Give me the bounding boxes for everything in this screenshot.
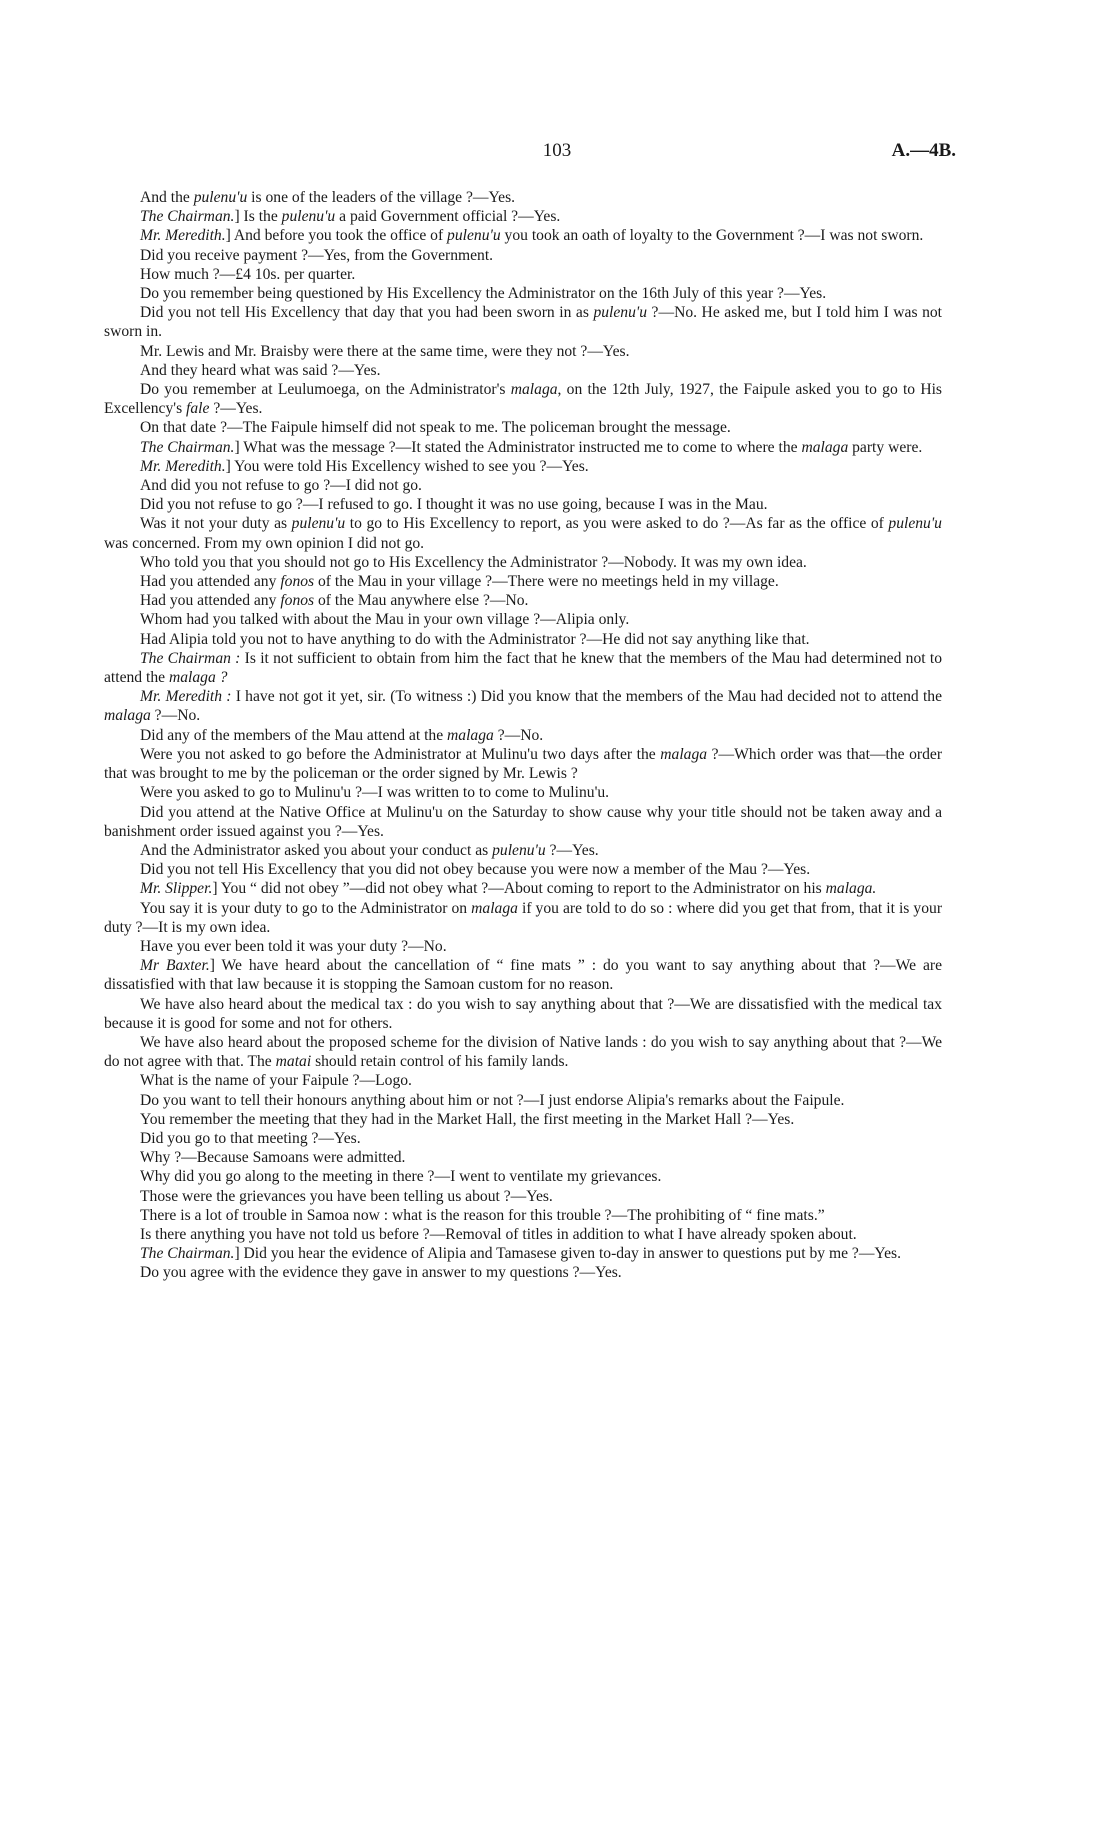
italic-text: pulenu'u — [888, 515, 942, 533]
testimony-paragraph — [104, 1225, 942, 1244]
italic-text: fonos — [280, 592, 315, 610]
testimony-paragraph — [104, 783, 942, 802]
text-run: ] What was the message ?—It stated the Administrator instructed me to come to where the — [234, 438, 802, 456]
testimony-paragraph — [104, 1071, 942, 1090]
text-run: Is it not sufficient to obtain from him the fact that he knew that the members of the Mau had determined not to attend the — [104, 649, 942, 687]
testimony-paragraph — [104, 246, 942, 265]
text-run: You say it is your duty to go to the Administrator on — [140, 899, 472, 917]
italic-text: pulenu'u — [281, 208, 336, 226]
text-run: ?—Which order was that—the order that was brought to me by the policeman or the order signed by Mr. Lewis ? — [104, 745, 943, 783]
testimony-paragraph — [104, 1091, 942, 1110]
testimony-paragraph — [104, 361, 942, 380]
italic-text: malaga ? — [168, 669, 228, 687]
text-run: What is the name of your Faipule ?—Logo. — [140, 1072, 412, 1090]
text-run: , on the 12th July, 1927, the Faipule asked you to go to His Excellency's — [104, 381, 942, 418]
testimony-paragraph — [104, 342, 942, 361]
text-run: Did you attend at the Native Office at Mulinu'u on the Saturday to show cause why your title should not be taken away and a banishment order issued against you ?—Yes. — [104, 803, 942, 840]
text-run: Were you asked to go to Mulinu'u ?—I was written to to come to Mulinu'u. — [140, 784, 610, 802]
text-run: Do you agree with the evidence they gave in answer to my questions ?—Yes. — [140, 1264, 622, 1282]
text-run: a paid Government official ?—Yes. — [335, 208, 561, 226]
text-run: was concerned. From my own opinion I did not go. — [104, 534, 425, 552]
document-reference: A.—4B. — [891, 140, 956, 161]
italic-text: Mr. Meredith : — [140, 688, 232, 706]
testimony-paragraph — [104, 1148, 942, 1167]
testimony-paragraph — [104, 899, 942, 937]
text-run: And did you not refuse to go ?—I did not go. — [140, 477, 422, 495]
testimony-paragraph — [104, 457, 942, 476]
text-run: ] Is the — [234, 208, 282, 226]
testimony-paragraph — [104, 418, 942, 437]
italic-text: fale — [186, 400, 210, 418]
testimony-paragraph — [104, 514, 942, 552]
text-run: Do you remember at Leulumoega, on the Administrator's — [140, 381, 511, 399]
text-run: I have not got it yet, sir. (To witness :) Did you know that the members of the Mau had decided not to attend the — [231, 688, 942, 706]
testimony-paragraph — [104, 380, 942, 418]
testimony-paragraph — [104, 495, 942, 514]
text-run: ] We have heard about the cancellation of “ fine mats ” : do you want to say anything about that ?—We are dissatisfied with that law because it is stopping the Samoan custom for no reason. — [104, 957, 942, 994]
text-run: Had Alipia told you not to have anything to do with the Administrator ?—He did not say anything like that. — [140, 630, 810, 648]
text-run: Do you want to tell their honours anything about him or not ?—I just endorse Alipia's remarks about the Faipule. — [140, 1091, 845, 1109]
testimony-paragraph — [104, 188, 942, 207]
testimony-paragraph — [104, 1206, 942, 1225]
text-run: Those were the grievances you have been telling us about ?—Yes. — [140, 1187, 553, 1205]
testimony-paragraph — [104, 803, 942, 841]
text-run: ?—No. — [150, 707, 201, 725]
text-run: On that date ?—The Faipule himself did not speak to me. The policeman brought the message. — [140, 419, 731, 437]
text-run: How much ?—£4 10s. per quarter. — [140, 265, 356, 283]
text-run: if you are told to do so : where did you get that from, that it is your duty ?—It is my own idea. — [104, 899, 943, 936]
italic-text: malaga — [660, 745, 708, 763]
testimony-paragraph — [104, 687, 942, 725]
testimony-paragraph — [104, 937, 942, 956]
text-run: Did you receive payment ?—Yes, from the Government. — [140, 246, 494, 264]
testimony-paragraph — [104, 303, 942, 341]
text-run: We have also heard about the proposed scheme for the division of Native lands : do you wish to say anything about that ?—We do not agree with that. The — [104, 1033, 942, 1071]
text-run: You remember the meeting that they had in the Market Hall, the first meeting in the Market Hall ?—Yes. — [140, 1110, 795, 1128]
testimony-paragraph — [104, 841, 942, 860]
italic-text: pulenu'u — [492, 841, 546, 859]
testimony-paragraph — [104, 207, 942, 226]
italic-text: fonos — [280, 573, 315, 591]
testimony-paragraph — [104, 226, 942, 245]
text-run: of the Mau anywhere else ?—No. — [314, 592, 529, 610]
testimony-paragraph — [104, 726, 942, 745]
testimony-paragraph — [104, 630, 942, 649]
italic-text: malaga — [801, 438, 849, 456]
text-run: ] You were told His Excellency wished to see you ?—Yes. — [225, 457, 589, 475]
text-run: There is a lot of trouble in Samoa now : what is the reason for this trouble ?—The prohibiting of “ fine mats.” — [140, 1206, 825, 1224]
testimony-paragraph — [104, 1110, 942, 1129]
italic-text: malaga. — [825, 880, 877, 898]
italic-text: matai — [275, 1053, 312, 1071]
text-run: And the Administrator asked you about your conduct as — [140, 841, 493, 859]
text-run: of the Mau in your village ?—There were no meetings held in my village. — [314, 573, 779, 591]
text-run: you took an oath of loyalty to the Government ?—I was not sworn. — [500, 227, 924, 245]
italic-text: Mr Baxter. — [140, 957, 210, 975]
italic-text: pulenu'u — [193, 189, 248, 206]
text-run: Did you not refuse to go ?—I refused to go. I thought it was no use going, because I was in the Mau. — [140, 496, 768, 514]
testimony-paragraph — [104, 572, 942, 591]
text-run: Do you remember being questioned by His Excellency the Administrator on the 16th July of this year ?—Yes. — [140, 285, 827, 303]
text-run: Did you go to that meeting ?—Yes. — [140, 1129, 361, 1147]
text-run: Did you not tell His Excellency that you did not obey because you were now a member of the Mau ?—Yes. — [140, 861, 811, 879]
text-run: Have you ever been told it was your duty ?—No. — [140, 937, 447, 955]
text-run: party were. — [848, 438, 923, 456]
testimony-paragraph — [104, 591, 942, 610]
italic-text: The Chairman. — [140, 1245, 235, 1263]
text-run: Mr. Lewis and Mr. Braisby were there at the same time, were they not ?—Yes. — [140, 342, 630, 360]
page-number: 103 — [542, 140, 572, 161]
text-run: Why ?—Because Samoans were admitted. — [140, 1149, 406, 1167]
testimony-paragraph — [104, 438, 942, 457]
text-run: should retain control of his family lands. — [311, 1053, 569, 1071]
italic-text: pulenu'u — [447, 227, 501, 245]
testimony-paragraph — [104, 879, 942, 898]
italic-text: pulenu'u — [291, 515, 346, 533]
text-run: And the — [140, 189, 194, 206]
italic-text: The Chairman. — [140, 438, 235, 456]
text-run: ?—No. He asked me, but I told him I was not sworn in. — [104, 304, 943, 341]
text-run: ] You “ did not obey ”—did not obey what ?—About coming to report to the Administrator on his — [212, 880, 826, 898]
text-run: Whom had you talked with about the Mau in your own village ?—Alipia only. — [140, 611, 630, 629]
text-run: And they heard what was said ?—Yes. — [140, 361, 381, 379]
italic-text: malaga — [471, 899, 518, 917]
testimony-paragraph — [104, 284, 942, 303]
testimony-paragraph — [104, 1167, 942, 1186]
italic-text: pulenu'u — [593, 304, 648, 322]
testimony-paragraph — [104, 649, 942, 687]
text-run: is one of the leaders of the village ?—Yes. — [247, 189, 516, 206]
text-run: ] Did you hear the evidence of Alipia and Tamasese given to-day in answer to questions put by me ?—Yes. — [234, 1245, 902, 1263]
testimony-paragraph — [104, 995, 942, 1033]
testimony-paragraph — [104, 1033, 942, 1071]
text-run: Did you not tell His Excellency that day that you had been sworn in as — [140, 304, 594, 322]
text-run: ] And before you took the office of — [225, 227, 448, 245]
testimony-paragraph — [104, 1244, 942, 1263]
italic-text: malaga — [104, 707, 151, 725]
testimony-paragraph — [104, 745, 942, 783]
text-run: ?—Yes. — [209, 400, 263, 418]
testimony-paragraph — [104, 553, 942, 572]
text-run: Had you attended any — [140, 573, 281, 591]
testimony-paragraph — [104, 610, 942, 629]
testimony-paragraph — [104, 476, 942, 495]
text-run: Is there anything you have not told us before ?—Removal of titles in addition to what I have already spoken about. — [140, 1225, 857, 1243]
text-run: ?—No. — [493, 726, 544, 744]
testimony-paragraph — [104, 265, 942, 284]
testimony-paragraph — [104, 1263, 942, 1282]
testimony-paragraph — [104, 1187, 942, 1206]
italic-text: Mr. Meredith. — [140, 457, 226, 475]
text-run: Did any of the members of the Mau attend at the — [140, 726, 448, 744]
text-run: Was it not your duty as — [140, 515, 292, 533]
testimony-text — [104, 188, 942, 1283]
italic-text: The Chairman. — [140, 208, 235, 226]
text-run: to go to His Excellency to report, as you were asked to do ?—As far as the office of — [345, 515, 889, 533]
testimony-paragraph — [104, 1129, 942, 1148]
italic-text: Mr. Slipper. — [140, 880, 213, 898]
testimony-paragraph — [104, 860, 942, 879]
text-run: Were you not asked to go before the Administrator at Mulinu'u two days after the — [140, 745, 661, 763]
text-run: We have also heard about the medical tax : do you wish to say anything about that ?—We are dissatisfied with the medical tax because it is good for some and not for others. — [104, 995, 942, 1032]
text-run: Why did you go along to the meeting in there ?—I went to ventilate my grievances. — [140, 1168, 662, 1186]
italic-text: Mr. Meredith. — [140, 227, 226, 245]
text-run: ?—Yes. — [545, 841, 599, 859]
text-run: Had you attended any — [140, 592, 281, 610]
italic-text: The Chairman : — [140, 649, 241, 667]
italic-text: malaga — [447, 726, 494, 744]
italic-text: malaga — [510, 381, 558, 399]
testimony-paragraph — [104, 956, 942, 994]
text-run: Who told you that you should not go to His Excellency the Administrator ?—Nobody. It was my own idea. — [140, 553, 807, 571]
